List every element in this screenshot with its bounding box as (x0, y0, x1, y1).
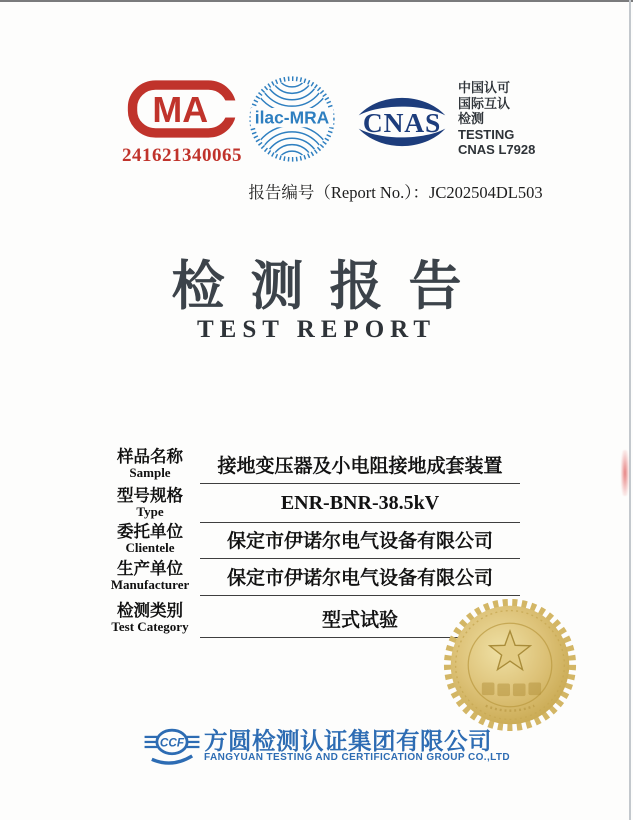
report-number-value: JC202504DL503 (428, 183, 543, 202)
accreditation-text-block (458, 80, 535, 158)
cma-logo-icon (123, 80, 241, 138)
accreditation-logo-row (0, 74, 633, 169)
footer-company-name-en: FANGYUAN TESTING AND CERTIFICATION GROUP CO.,LTD (204, 752, 511, 763)
field-row-sample (0, 445, 633, 483)
field-label-cn: 委托单位 (117, 523, 183, 541)
field-row-type (0, 484, 633, 522)
field-row-manufacturer (0, 557, 633, 595)
field-label (80, 445, 220, 483)
field-value-manufacturer: 保定市伊诺尔电气设备有限公司 (200, 557, 520, 596)
field-label (80, 484, 220, 522)
ccf-emblem (144, 724, 200, 775)
field-row-clientele (0, 520, 633, 558)
cma-certificate-number: 241621340065 (122, 145, 242, 166)
field-label (80, 520, 220, 558)
field-label (80, 557, 220, 595)
cnas-mark (352, 91, 452, 158)
cnas-letters: CNAS (362, 107, 442, 138)
accreditation-line: TESTING (458, 126, 515, 142)
field-label (80, 599, 220, 637)
page-title-english: TEST REPORT (196, 316, 437, 343)
page-title-chinese: 检测报告 (171, 258, 488, 316)
field-label-en: Type (136, 504, 164, 519)
accreditation-line: 检测 (458, 111, 485, 126)
ccf-letters: CCF (159, 736, 185, 750)
ilac-mra-logo-icon (248, 75, 336, 163)
cma-mark (122, 80, 242, 167)
report-number-line (0, 179, 633, 203)
field-label-en: Test Category (111, 619, 189, 634)
gold-embossed-seal (442, 597, 578, 733)
ccf-emblem-icon (144, 724, 200, 770)
cma-letters: MA (152, 89, 209, 130)
ilac-mra-letters: ilac-MRA (254, 107, 330, 128)
scan-edge-top (0, 0, 633, 2)
field-label-en: Sample (129, 465, 171, 480)
field-value-type: ENR-BNR-38.5kV (200, 484, 520, 523)
field-label-cn: 样品名称 (117, 448, 183, 466)
accreditation-line: 中国认可 (458, 80, 511, 95)
accreditation-line: CNAS L7928 (458, 142, 536, 157)
gold-seal-icon (442, 597, 578, 733)
cnas-logo-icon (352, 91, 452, 153)
field-label-cn: 检测类别 (117, 602, 183, 620)
field-label-en: Manufacturer (110, 577, 190, 592)
field-label-cn: 生产单位 (117, 560, 183, 578)
field-value-sample: 接地变压器及小电阻接地成套装置 (200, 445, 520, 484)
field-value-test-category: 型式试验 (200, 599, 520, 638)
field-label-en: Clientele (125, 540, 175, 555)
ilac-mra-mark (248, 75, 336, 168)
report-number-label: 报告编号（Report No.）： (248, 183, 429, 202)
field-value-clientele: 保定市伊诺尔电气设备有限公司 (200, 520, 520, 559)
field-label-cn: 型号规格 (117, 487, 183, 505)
footer-company-name-cn: 方圆检测认证集团有限公司 (204, 728, 492, 754)
accreditation-line: 国际互认 (458, 95, 511, 111)
